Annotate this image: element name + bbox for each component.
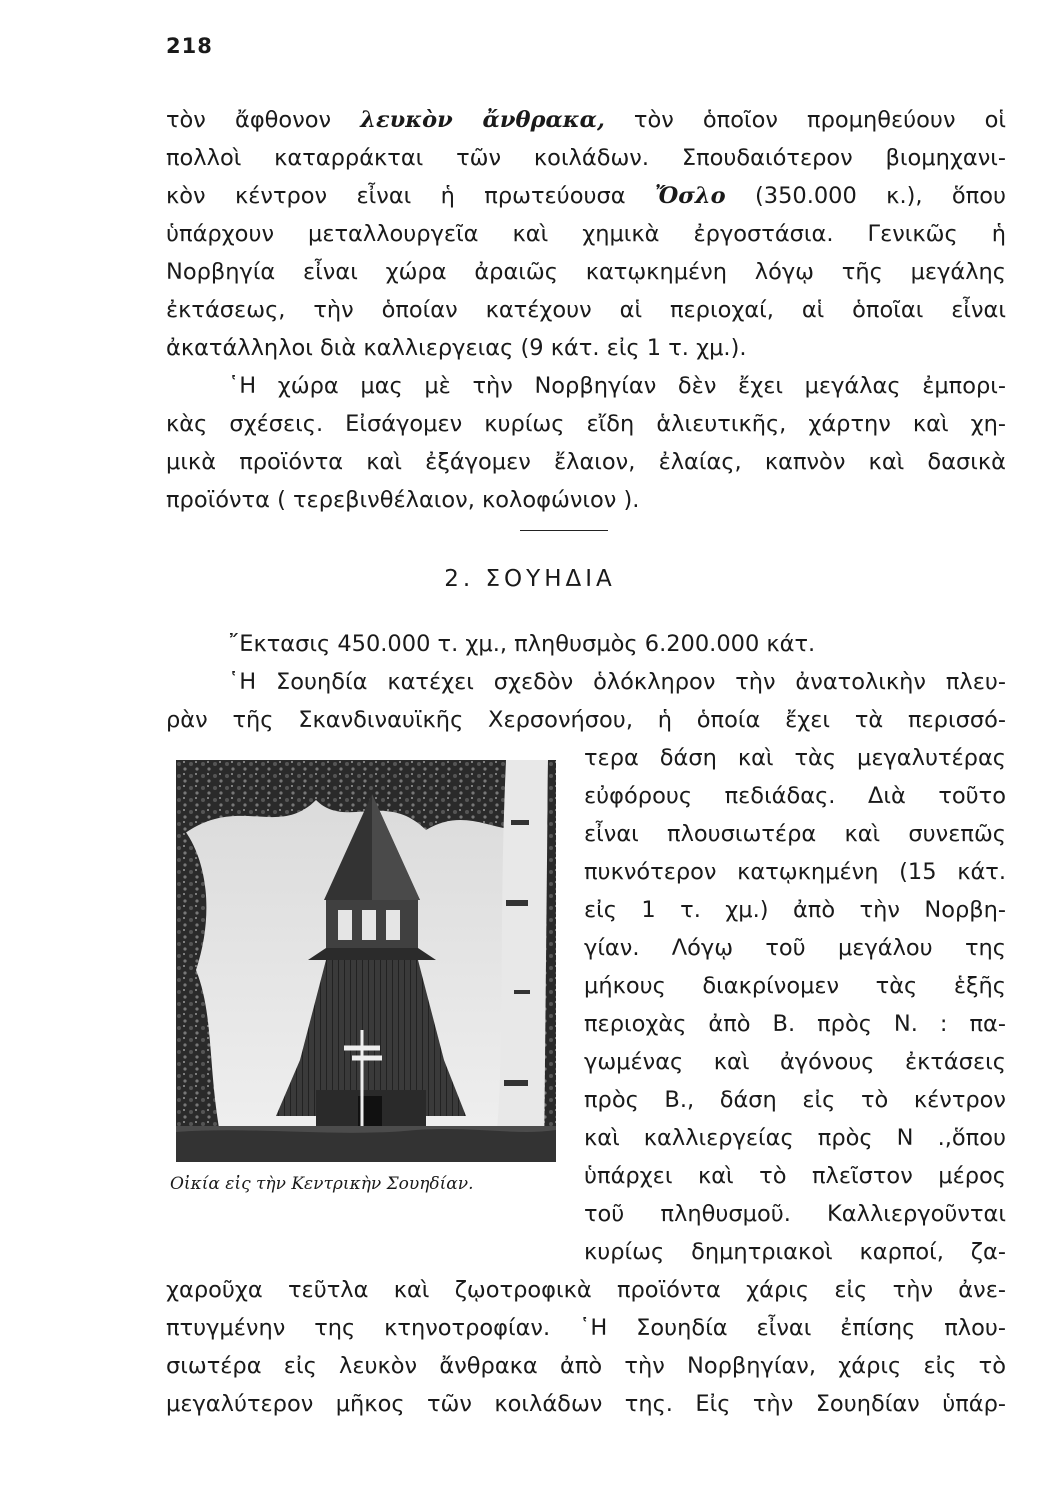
- section-divider: [520, 530, 608, 531]
- emphasis-oslo: Ὄσλο: [654, 183, 726, 209]
- text-line: μεγαλύτερον μῆκος τῶν κοιλάδων της. Εἰς τὴν Σουηδίαν ὑπάρ-: [166, 1391, 1006, 1417]
- text-line: ὑπάρχουν μεταλλουργεῖα καὶ χημικὰ ἐργοστάσια. Γενικῶς ἡ: [166, 221, 1006, 247]
- text-line: πρὸς Β., δάση εἰς τὸ κέντρον: [584, 1087, 1006, 1113]
- emphasis-white-coal: λευκὸν ἄνθρακα,: [360, 107, 605, 133]
- page-number: 218: [166, 34, 213, 58]
- text-line: μήκους διακρίνομεν τὰς ἑξῆς: [584, 973, 1006, 999]
- church-tower-photo: [176, 760, 556, 1162]
- figure-caption: Οἰκία εἰς τὴν Κεντρικὴν Σουηδίαν.: [170, 1174, 474, 1194]
- text-line: ἀκατάλληλοι διὰ καλλιεργειας (9 κάτ. εἰς 1 τ. χμ.).: [166, 335, 747, 361]
- text-line: εὐφόρους πεδιάδας. Διὰ τοῦτο: [584, 783, 1006, 809]
- text-line: χαροῦχα τεῦτλα καὶ ζῳοτροφικὰ προϊόντα χάρις εἰς τὴν ἀνε-: [166, 1277, 1006, 1303]
- text-line: κὸν κέντρον εἶναι ἡ πρωτεύουσα Ὄσλο (350.000 κ.), ὅπου: [166, 183, 1006, 209]
- section-heading: 2. ΣΟΥΗΔΙΑ: [444, 566, 616, 592]
- text-line: κὰς σχέσεις. Εἰσάγομεν κυρίως εἴδη ἁλιευτικῆς, χάρτην καὶ χη-: [166, 411, 1006, 437]
- text-line: ρὰν τῆς Σκανδιναυϊκῆς Χερσονήσου, ἡ ὁποία ἔχει τὰ περισσό-: [166, 707, 1006, 733]
- text-line: ῾Η χώρα μας μὲ τὴν Νορβηγίαν δὲν ἔχει μεγάλας ἐμπορι-: [228, 373, 1006, 399]
- text-line: πυκνότερον κατῳκημένη (15 κάτ.: [584, 859, 1006, 885]
- text-line: περιοχὰς ἀπὸ Β. πρὸς Ν. : πα-: [584, 1011, 1006, 1037]
- text-line: μικὰ προϊόντα καὶ ἐξάγομεν ἔλαιον, ἐλαίας, καπνὸν καὶ δασικὰ: [166, 449, 1006, 475]
- text-line: καὶ καλλιεργείας πρὸς Ν .,ὅπου: [584, 1125, 1006, 1151]
- text-line: ῾Η Σουηδία κατέχει σχεδὸν ὁλόκληρον τὴν ἀνατολικὴν πλευ-: [228, 669, 1006, 695]
- text-line: εἶναι πλουσιωτέρα καὶ συνεπῶς: [584, 821, 1006, 847]
- text-line: γίαν. Λόγῳ τοῦ μεγάλου της: [584, 935, 1006, 961]
- text-line: προϊόντα ( τερεβινθέλαιον, κολοφώνιον ).: [166, 487, 640, 513]
- text-line: γωμένας καὶ ἀγόνους ἐκτάσεις: [584, 1049, 1006, 1075]
- text-line: πτυγμένην της κτηνοτροφίαν. ῾Η Σουηδία εἶναι ἐπίσης πλου-: [166, 1315, 1006, 1341]
- text-line: πολλοὶ καταρράκται τῶν κοιλάδων. Σπουδαιότερον βιομηχανι-: [166, 145, 1006, 171]
- text-line: τὸν ἄφθονον λευκὸν ἄνθρακα, τὸν ὁποῖον προμηθεύουν οἱ: [166, 107, 1006, 133]
- text-line: ἐκτάσεως, τὴν ὁποίαν κατέχουν αἱ περιοχαί, αἱ ὁποῖαι εἶναι: [166, 297, 1006, 323]
- text-line: ὑπάρχει καὶ τὸ πλεῖστον μέρος: [584, 1163, 1006, 1189]
- text-line: Νορβηγία εἶναι χώρα ἀραιῶς κατῳκημένη λόγῳ τῆς μεγάλης: [166, 259, 1006, 285]
- text-line: κυρίως δημητριακοὶ καρποί, ζα-: [584, 1239, 1006, 1265]
- section-stats: ῎Εκτασις 450.000 τ. χμ., πληθυσμὸς 6.200.000 κάτ.: [228, 631, 816, 657]
- text-line: τοῦ πληθυσμοῦ. Καλλιεργοῦνται: [584, 1201, 1006, 1227]
- text-line: σιωτέρα εἰς λευκὸν ἄνθρακα ἀπὸ τὴν Νορβηγίαν, χάρις εἰς τὸ: [166, 1353, 1006, 1379]
- text-line: εἰς 1 τ. χμ.) ἀπὸ τὴν Νορβη-: [584, 897, 1006, 923]
- text-line: τερα δάση καὶ τὰς μεγαλυτέρας: [584, 745, 1006, 771]
